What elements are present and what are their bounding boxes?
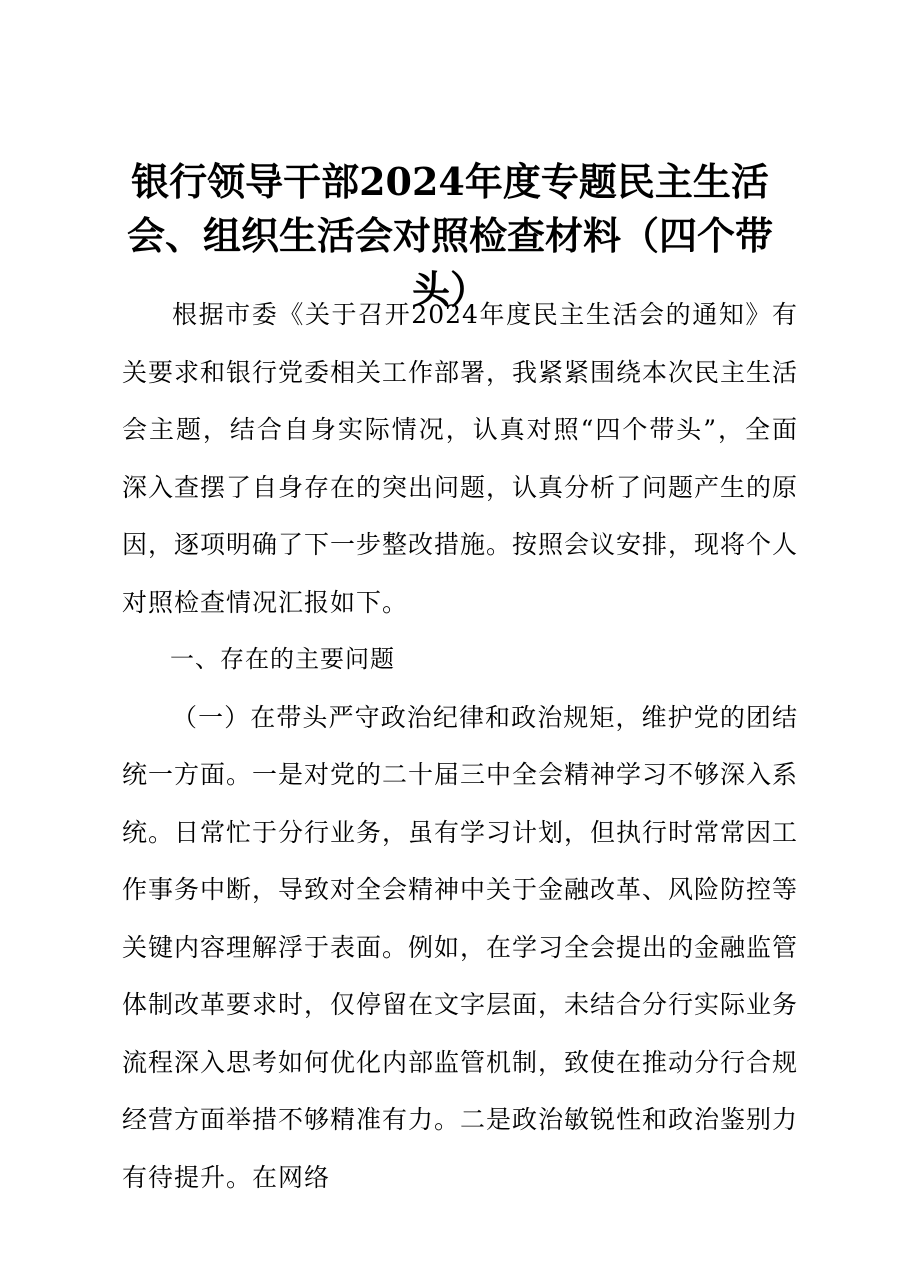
section-heading: 一、存在的主要问题	[170, 645, 395, 673]
document-body	[122, 286, 798, 1206]
intro-paragraph: 根据市委《关于召开2024年度民主生活会的通知》有关要求和银行党委相关工作部署，我紧紧围绕本次民主生活会主题，结合自身实际情况，认真对照“四个带头”，全面深入查摆了自身存在的突出问题，认真分析了问题产生的原因，逐项明确了下一步整改措施。按照会议安排，现将个人对照检查情况汇报如下。	[122, 300, 799, 617]
document-title: 银行领导干部2024年度专题民主生活会、组织生活会对照检查材料（四个带头）	[126, 159, 773, 312]
section-paragraph: （一）在带头严守政治纪律和政治规矩，维护党的团结统一方面。一是对党的二十届三中全会精神学习不够深入系统。日常忙于分行业务，虽有学习计划，但执行时常常因工作事务中断，导致对全会精神中关于金融改革、风险防控等关键内容理解浮于表面。例如，在学习全会提出的金融监管体制改革要求时，仅停留在文字层面，未结合分行实际业务流程深入思考如何优化内部监管机制，致使在推动分行合规经营方面举措不够精准有力。二是政治敏锐性和政治鉴别力有待提升。在网络	[122, 702, 799, 1192]
